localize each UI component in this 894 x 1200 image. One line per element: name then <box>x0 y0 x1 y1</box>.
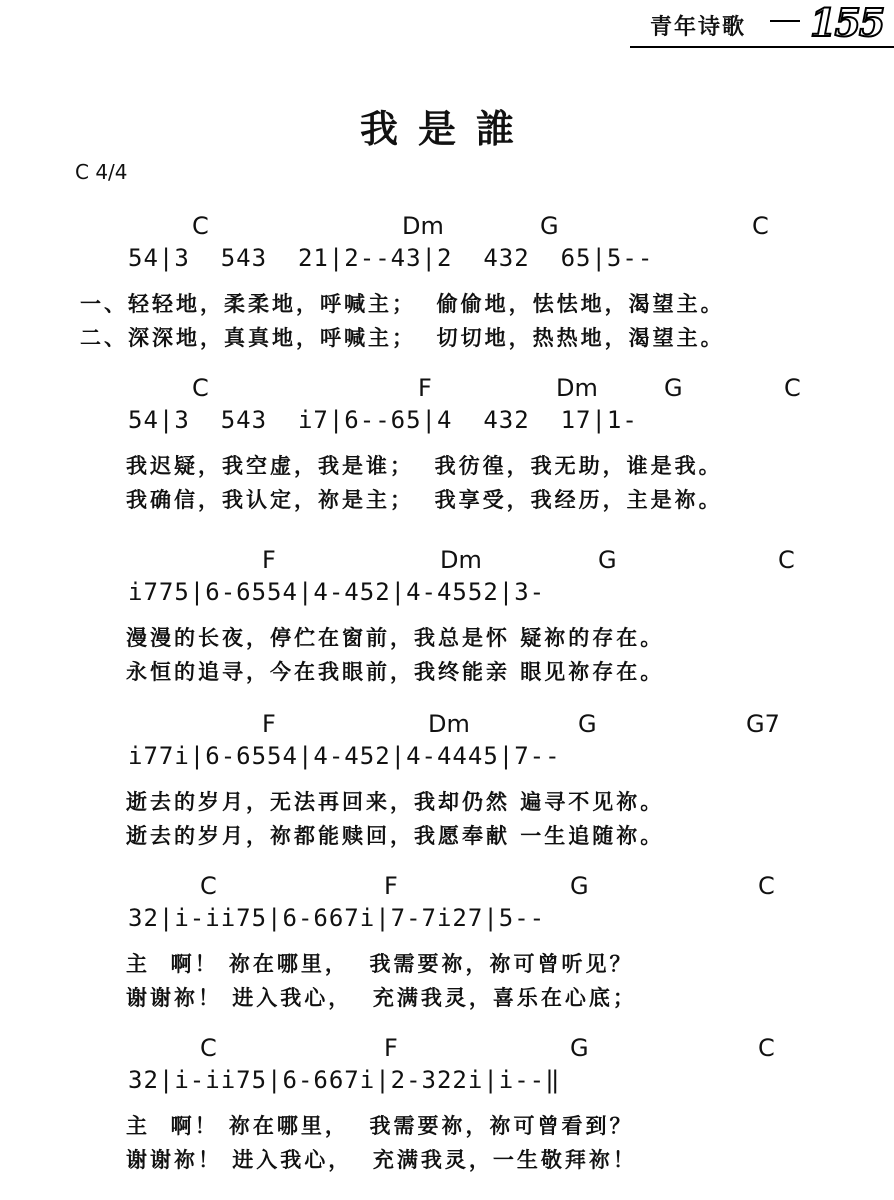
key-time-signature: C 4/4 <box>75 160 128 184</box>
chord: Dm <box>402 212 444 240</box>
chord-line <box>0 212 894 242</box>
notation-line: 32|i-ii75|6-667i|7-7i27|5-- <box>128 904 546 932</box>
lyric-verse-1: 主 啊！ 祢在哪里， 我需要祢，祢可曾听见？ <box>126 951 634 976</box>
lyric-verse-1: 主 啊！ 祢在哪里， 我需要祢，祢可曾看到？ <box>126 1113 634 1138</box>
score-row-6 <box>0 1034 894 1184</box>
chord: F <box>418 374 432 402</box>
lyric-verse-2: 逝去的岁月，祢都能赎回，我愿奉献 一生追随祢。 <box>126 823 665 848</box>
chord-line <box>0 374 894 404</box>
notation-line: i77i|6-6554|4-452|4-4445|7-- <box>128 742 561 770</box>
chord: C <box>784 374 801 402</box>
chord-line <box>0 872 894 902</box>
lyric-verse-2: 二、深深地，真真地，呼喊主； 切切地，热热地，渴望主。 <box>80 325 725 350</box>
lyric-verse-1: 逝去的岁月，无法再回来，我却仍然 遍寻不见祢。 <box>126 789 665 814</box>
song-title: 我是誰 <box>359 107 534 151</box>
chord: G <box>570 1034 589 1062</box>
score-row-1 <box>0 212 894 362</box>
chord: C <box>758 872 775 900</box>
chord: G <box>540 212 559 240</box>
chord: C <box>200 1034 217 1062</box>
lyric-verse-1: 漫漫的长夜，停伫在窗前，我总是怀 疑祢的存在。 <box>126 625 665 650</box>
chord: G <box>598 546 617 574</box>
score-row-3 <box>0 546 894 696</box>
book-title: 青年诗歌 <box>650 15 747 40</box>
chord-line <box>0 710 894 740</box>
chord: F <box>262 546 276 574</box>
notation-line: 54|3 543 21|2--43|2 432 65|5-- <box>128 244 654 272</box>
chord: G7 <box>746 710 780 738</box>
chord: C <box>778 546 795 574</box>
score-row-2 <box>0 374 894 524</box>
chord: F <box>262 710 276 738</box>
lyric-verse-2: 永恒的追寻，今在我眼前，我终能亲 眼见祢存在。 <box>126 659 665 684</box>
lyric-verse-2: 谢谢祢！ 进入我心， 充满我灵，喜乐在心底； <box>126 985 637 1010</box>
notation-line: 54|3 543 i7|6--65|4 432 17|1- <box>128 406 638 434</box>
chord: C <box>758 1034 775 1062</box>
notation-line: i775|6-6554|4-452|4-4552|3- <box>128 578 546 606</box>
chord-line <box>0 546 894 576</box>
chord: Dm <box>428 710 470 738</box>
chord: Dm <box>556 374 598 402</box>
chord: G <box>578 710 597 738</box>
chord: G <box>664 374 683 402</box>
score-row-5 <box>0 872 894 1022</box>
header-dash <box>770 20 800 22</box>
notation-line: 32|i-ii75|6-667i|2-322i|i--‖ <box>128 1066 561 1094</box>
chord: C <box>192 212 209 240</box>
chord: G <box>570 872 589 900</box>
chord: C <box>752 212 769 240</box>
chord: Dm <box>440 546 482 574</box>
page-number: 155 <box>810 0 884 45</box>
chord: C <box>200 872 217 900</box>
lyric-verse-1: 一、轻轻地，柔柔地，呼喊主； 偷偷地，怯怯地，渴望主。 <box>80 291 725 316</box>
page-header <box>630 0 894 48</box>
chord: F <box>384 1034 398 1062</box>
chord: F <box>384 872 398 900</box>
lyric-verse-1: 我迟疑，我空虚，我是谁； 我彷徨，我无助，谁是我。 <box>126 453 723 478</box>
chord-line <box>0 1034 894 1064</box>
lyric-verse-2: 谢谢祢！ 进入我心， 充满我灵，一生敬拜祢！ <box>126 1147 637 1172</box>
lyric-verse-2: 我确信，我认定，祢是主； 我享受，我经历，主是祢。 <box>126 487 723 512</box>
score-row-4 <box>0 710 894 860</box>
chord: C <box>192 374 209 402</box>
